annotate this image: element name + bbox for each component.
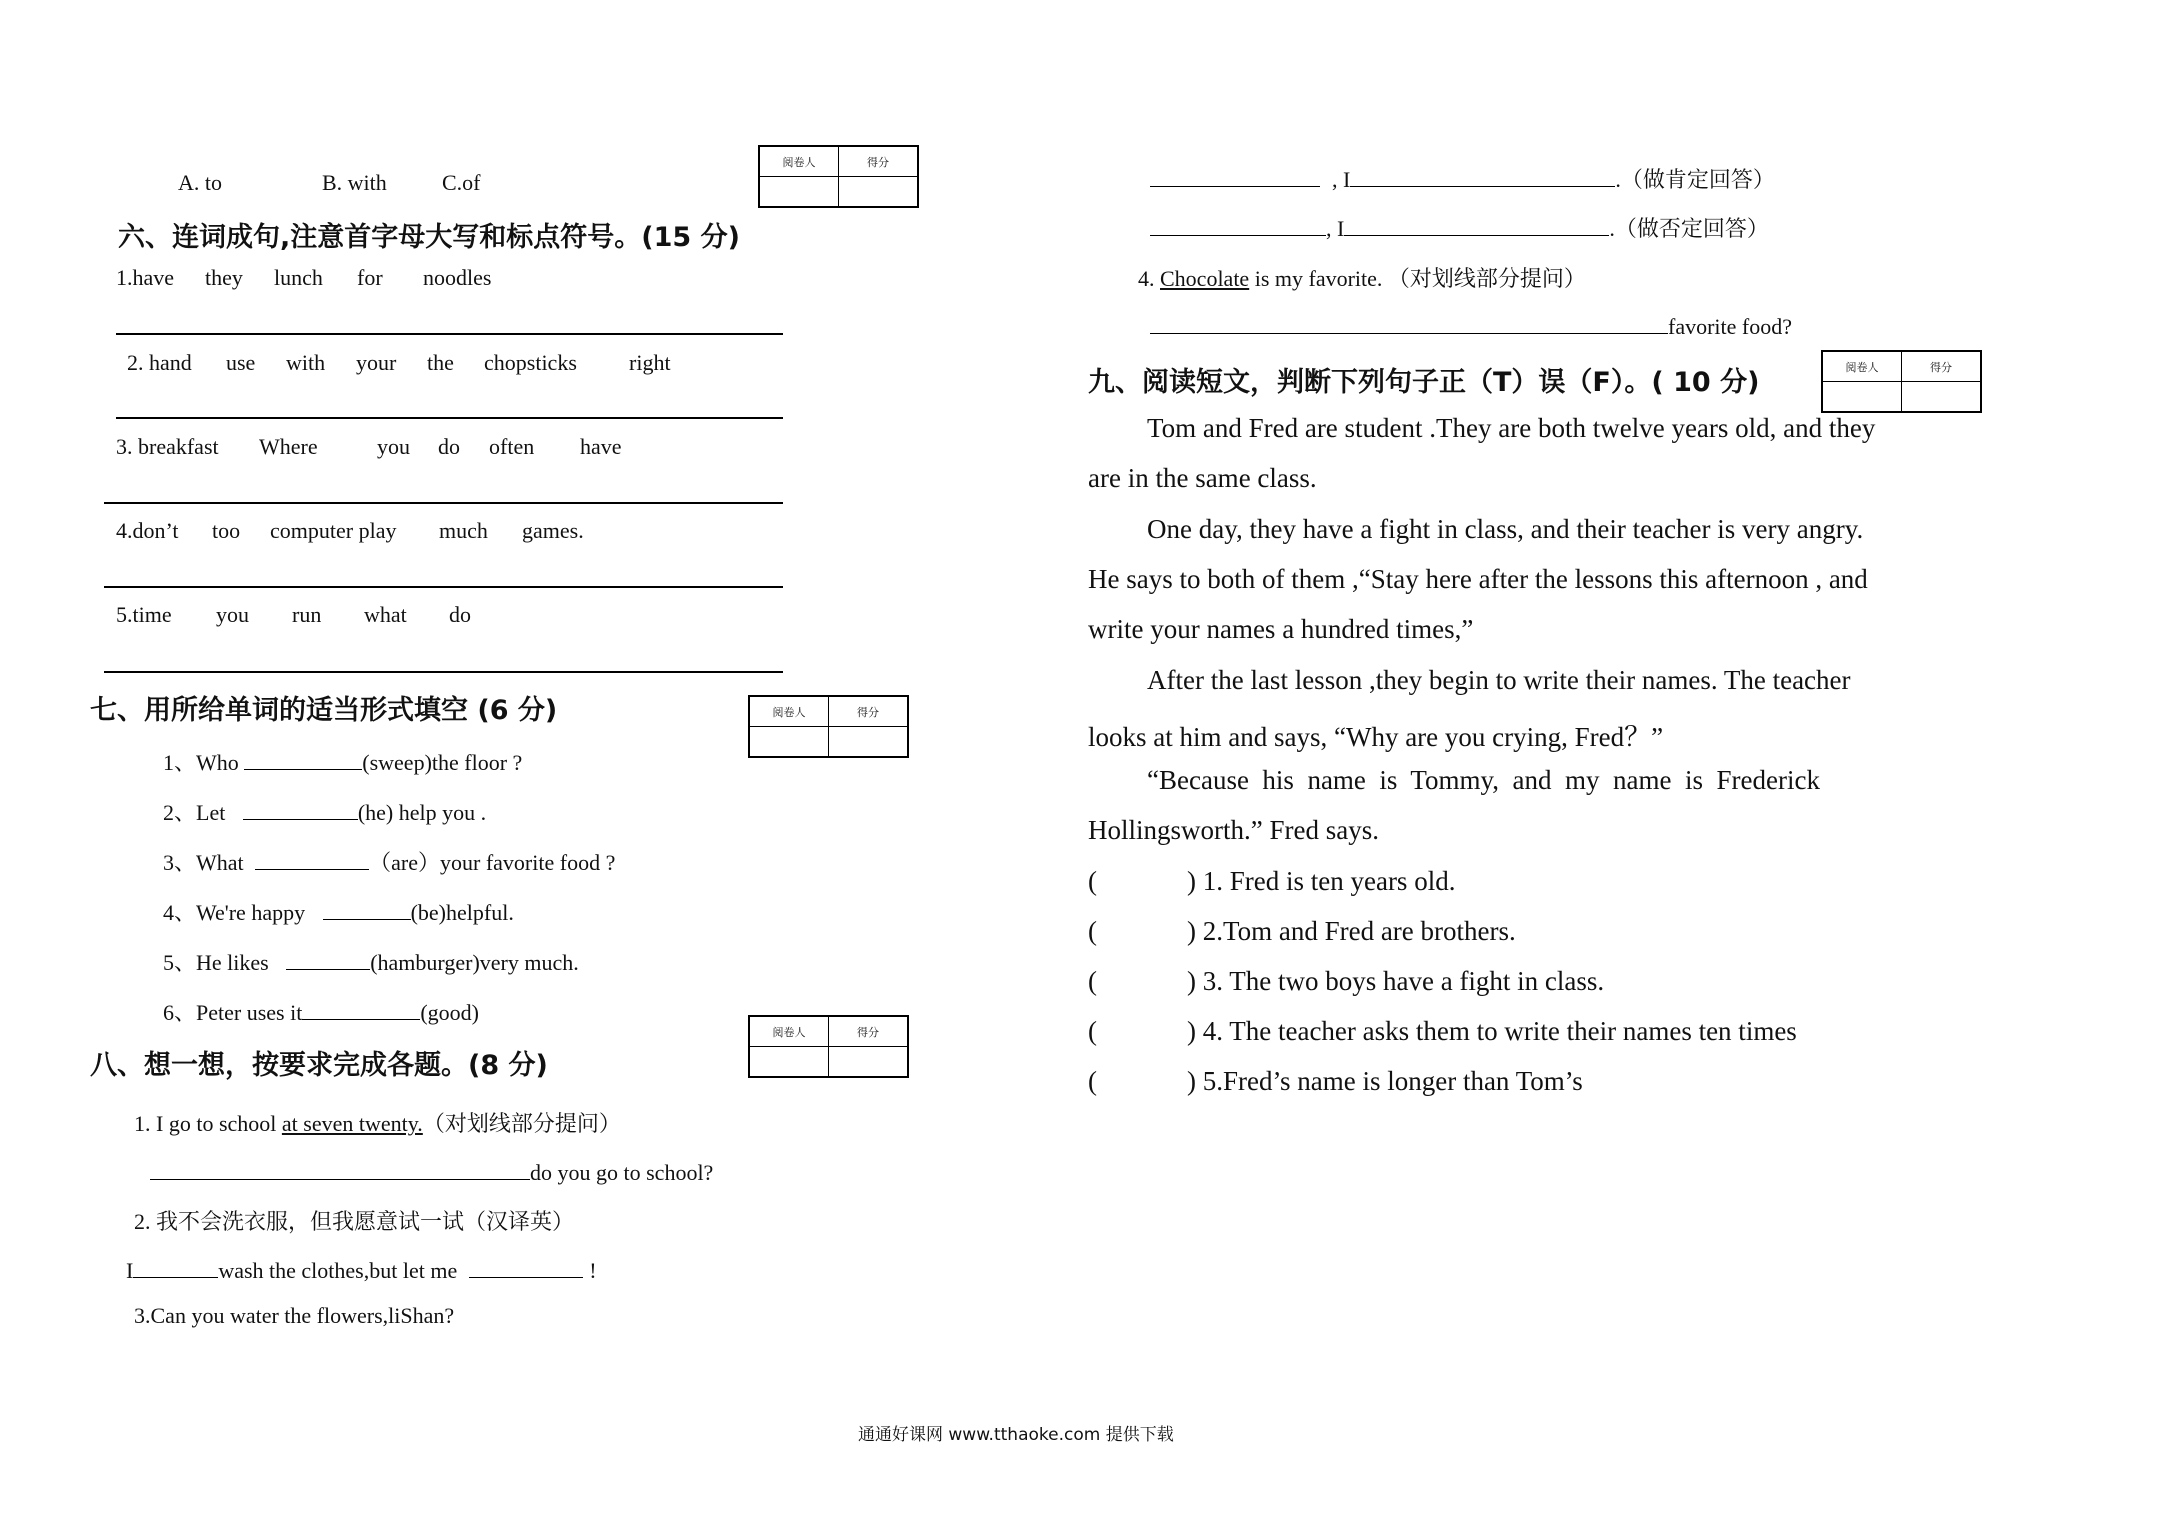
question-8-3-no: , I .（做否定回答）	[1150, 212, 1769, 243]
answer-blank[interactable]	[1350, 164, 1615, 187]
answer-blank[interactable]	[469, 1255, 583, 1278]
answer-line-6-4[interactable]	[104, 586, 783, 588]
judge-item-5: ( ) 5.Fred’s name is longer than Tom’s	[1088, 1066, 1583, 1096]
question-8-2: 2. 我不会洗衣服，但我愿意试一试（汉译英）	[134, 1209, 575, 1234]
question-7-6: 6、Peter uses it (good)	[163, 996, 479, 1027]
score-box-8: 阅卷人 得分	[748, 1015, 909, 1078]
answer-line-6-1[interactable]	[116, 333, 783, 335]
score-box	[758, 145, 919, 208]
answer-line-6-3[interactable]	[104, 502, 783, 504]
passage-line: After the last lesson ,they begin to write their names. The teacher	[1147, 665, 1851, 695]
question-8-4: 4. Chocolate is my favorite. （对划线部分提问）	[1138, 266, 1586, 291]
section-7-title: 七、用所给单词的适当形式填空 (6 分)	[90, 695, 558, 726]
section-9-title: 九、阅读短文，判断下列句子正（T）误（F）。( 10 分)	[1088, 367, 1760, 398]
question-7-3: 3、What （are）your favorite food ?	[163, 846, 615, 877]
question-7-2: 2、Let (he) help you .	[163, 796, 486, 827]
passage-line: Hollingsworth.” Fred says.	[1088, 815, 1379, 845]
passage-line: “Because his name is Tommy, and my name is Frederick	[1147, 765, 1820, 795]
judge-item-3: ( ) 3. The two boys have a fight in class.	[1088, 966, 1605, 996]
footer-credit: 通通好课网 www.tthaoke.com 提供下载	[858, 1425, 1174, 1445]
answer-blank[interactable]	[1150, 213, 1326, 236]
score-label: 得分	[839, 146, 919, 177]
question-8-1-answer: do you go to school?	[150, 1157, 713, 1186]
passage-line: He says to both of them ,“Stay here after the lessons this afternoon , and	[1088, 564, 1868, 594]
reviewer-cell[interactable]	[759, 177, 839, 208]
score-box-9: 阅卷人 得分	[1821, 350, 1982, 413]
question-8-3-yes: , I .（做肯定回答）	[1150, 163, 1775, 194]
reviewer-label: 阅卷人	[759, 146, 839, 177]
score-cell[interactable]	[839, 177, 919, 208]
answer-blank[interactable]	[1344, 213, 1609, 236]
section-6-title: 六、连词成句,注意首字母大写和标点符号。(15 分)	[118, 222, 740, 253]
fill-blank[interactable]	[244, 747, 362, 770]
fill-blank[interactable]	[302, 997, 420, 1020]
judge-item-1: ( ) 1. Fred is ten years old.	[1088, 866, 1456, 896]
question-8-3: 3.Can you water the flowers,liShan?	[134, 1303, 455, 1328]
option-c: C.of	[442, 170, 481, 195]
passage-line: One day, they have a fight in class, and their teacher is very angry.	[1147, 514, 1864, 544]
option-b: B. with	[322, 170, 387, 195]
answer-blank[interactable]	[150, 1157, 530, 1180]
judge-item-2: ( ) 2.Tom and Fred are brothers.	[1088, 916, 1516, 946]
question-7-5: 5、He likes (hamburger)very much.	[163, 946, 579, 977]
fill-blank[interactable]	[286, 947, 370, 970]
option-a: A. to	[178, 170, 222, 195]
passage-line: looks at him and says, “Why are you crying, Fred？”	[1088, 722, 1664, 752]
score-box-7: 阅卷人 得分	[748, 695, 909, 758]
section-8-title: 八、想一想，按要求完成各题。(8 分)	[90, 1050, 548, 1081]
question-8-4-answer: favorite food?	[1150, 311, 1792, 340]
question-7-4: 4、We're happy (be)helpful.	[163, 896, 514, 927]
passage-line: are in the same class.	[1088, 463, 1317, 493]
question-8-1: 1. I go to school at seven twenty.（对划线部分提问）	[134, 1111, 621, 1136]
fill-blank[interactable]	[323, 897, 411, 920]
answer-blank[interactable]	[133, 1255, 218, 1278]
answer-line-6-2[interactable]	[116, 417, 783, 419]
answer-blank[interactable]	[1150, 164, 1320, 187]
passage-line: write your names a hundred times,”	[1088, 614, 1474, 644]
passage-line: Tom and Fred are student .They are both twelve years old, and they	[1147, 413, 1876, 443]
fill-blank[interactable]	[243, 797, 358, 820]
question-8-2-answer: I wash the clothes,but let me !	[126, 1255, 597, 1284]
answer-line-6-5[interactable]	[104, 671, 783, 673]
judge-item-4: ( ) 4. The teacher asks them to write their names ten times	[1088, 1016, 1797, 1046]
answer-blank[interactable]	[1150, 311, 1668, 334]
fill-blank[interactable]	[255, 847, 369, 870]
question-7-1: 1、Who (sweep)the floor ?	[163, 746, 522, 777]
